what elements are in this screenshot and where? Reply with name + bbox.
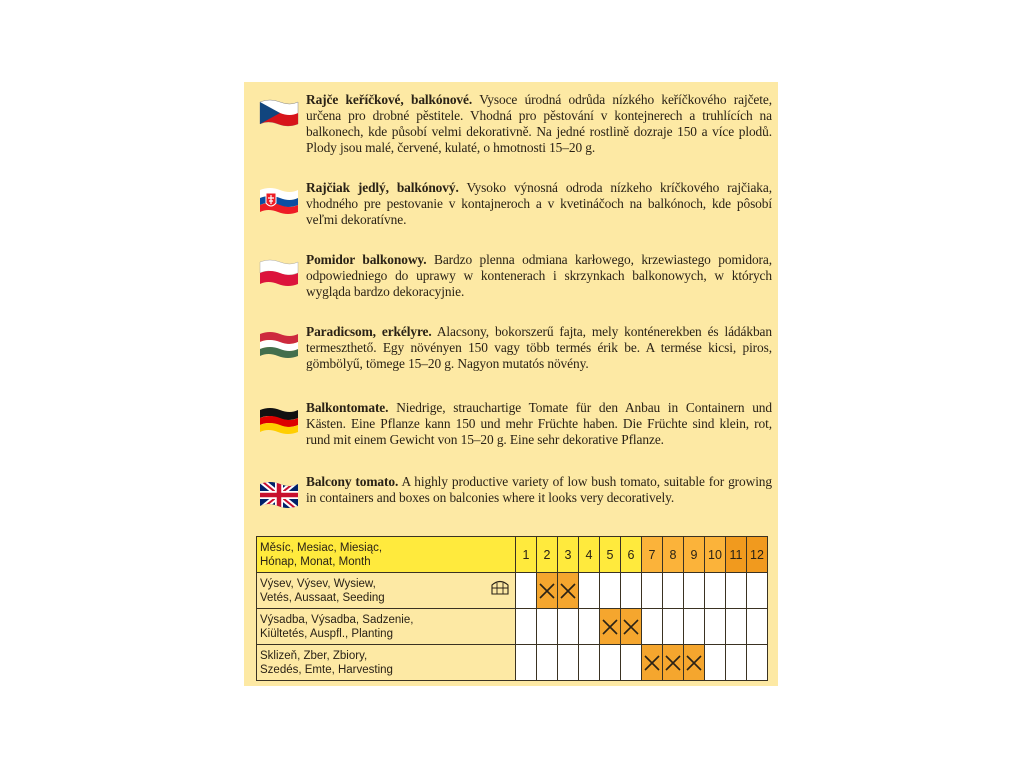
lang-title: Balkontomate. — [306, 400, 389, 415]
month-cell — [663, 609, 684, 645]
calendar-row-planting — [257, 609, 768, 645]
lang-title: Rajčiak jedlý, balkónový. — [306, 180, 459, 195]
hungarian-flag-icon — [258, 328, 300, 362]
polish-flag-icon — [258, 256, 300, 290]
lang-description: Niedrige, strauchartige Tomate für den Anbau in Containern und Kästen. Eine Pflanze kann 150 und mehr Früchte haben. Die Früchte sind klein, rot, rund mit einem Gewicht von 15–20 g. Eine sehr dekorative Pflanze. — [306, 400, 772, 447]
month-header: 3 — [558, 537, 579, 573]
month-cell-marked — [558, 573, 579, 609]
month-cell — [747, 645, 768, 681]
lang-title: Balcony tomato. — [306, 474, 399, 489]
month-cell — [705, 573, 726, 609]
greenhouse-icon — [491, 579, 509, 595]
lang-title: Pomidor balkonowy. — [306, 252, 427, 267]
seed-packet-back — [244, 82, 778, 686]
month-cell — [579, 609, 600, 645]
month-cell — [747, 573, 768, 609]
month-cell — [621, 573, 642, 609]
month-cell — [621, 645, 642, 681]
czech-flag-icon — [258, 96, 300, 130]
x-mark-icon — [537, 581, 557, 601]
calendar-header-row — [257, 537, 768, 573]
row-label: Výsev, Výsev, Wysiew, Vetés, Aussaat, Seeding — [257, 573, 516, 609]
lang-description: Vysoko výnosná odroda nízkeho kríčkového rajčiaka, vhodného pre pestovanie v kontajneroch a v kvetináčoch na balkónoch, kde pôsobí veľmi dekoratívne. — [306, 180, 772, 227]
month-header: 12 — [747, 537, 768, 573]
x-mark-icon — [600, 617, 620, 637]
slovak-flag-icon — [258, 184, 300, 218]
month-cell-marked — [537, 573, 558, 609]
month-cell-marked — [621, 609, 642, 645]
month-cell — [558, 645, 579, 681]
lang-block-english — [258, 474, 772, 506]
month-header: 6 — [621, 537, 642, 573]
lang-description: Vysoce úrodná odrůda nízkého keříčkového rajčete, určena pro drobné pěstitele. Vhodná pro pěstování v kontejnerech a truhlících na balkonech, kde působí velmi dekorativně. Na jedné rostlině dozraje 150 a více plodů. Plody jsou malé, červené, kulaté, o hmotnosti 15–20 g. — [306, 92, 772, 155]
month-cell — [726, 573, 747, 609]
month-cell — [516, 645, 537, 681]
lang-title: Paradicsom, erkélyre. — [306, 324, 432, 339]
month-header: 1 — [516, 537, 537, 573]
month-cell — [726, 645, 747, 681]
x-mark-icon — [684, 653, 704, 673]
lang-block-german — [258, 400, 772, 448]
month-cell — [579, 645, 600, 681]
month-cell — [516, 573, 537, 609]
month-cell — [579, 573, 600, 609]
month-header: 7 — [642, 537, 663, 573]
month-header: 5 — [600, 537, 621, 573]
lang-block-czech — [258, 92, 772, 156]
x-mark-icon — [642, 653, 662, 673]
calendar-header-label: Měsíc, Mesiac, Miesiąc, Hónap, Monat, Month — [257, 537, 516, 573]
sowing-calendar — [256, 536, 768, 681]
month-cell — [642, 609, 663, 645]
month-cell — [558, 609, 579, 645]
month-cell — [705, 645, 726, 681]
month-cell — [747, 609, 768, 645]
lang-title: Rajče keříčkové, balkónové. — [306, 92, 473, 107]
lang-block-hungarian — [258, 324, 772, 372]
month-cell — [726, 609, 747, 645]
lang-description: A highly productive variety of low bush tomato, suitable for growing in containers and boxes on balconies where it looks very decoratively. — [306, 474, 773, 505]
month-cell-marked — [600, 609, 621, 645]
month-cell — [600, 645, 621, 681]
calendar-row-seeding — [257, 573, 768, 609]
german-flag-icon — [258, 404, 300, 438]
month-header: 9 — [684, 537, 705, 573]
row-label: Výsadba, Výsadba, Sadzenie, Kiültetés, Auspfl., Planting — [257, 609, 516, 645]
month-cell-marked — [663, 645, 684, 681]
lang-description: Alacsony, bokorszerű fajta, mely konténerekben és ládákban termeszthető. Egy növényen 150 vagy több termés érik be. A termése kicsi, piros, gömbölyű, tömege 15–20 g. Nagyon mutatós növény. — [306, 324, 772, 371]
month-cell — [600, 573, 621, 609]
x-mark-icon — [663, 653, 683, 673]
calendar-row-harvesting — [257, 645, 768, 681]
lang-block-polish — [258, 252, 772, 300]
uk-flag-icon — [258, 478, 300, 512]
month-header: 10 — [705, 537, 726, 573]
month-header: 11 — [726, 537, 747, 573]
month-cell — [537, 609, 558, 645]
month-header: 4 — [579, 537, 600, 573]
month-cell-marked — [642, 645, 663, 681]
month-header: 2 — [537, 537, 558, 573]
row-label: Sklizeň, Zber, Zbiory, Szedés, Emte, Harvesting — [257, 645, 516, 681]
x-mark-icon — [558, 581, 578, 601]
month-cell — [684, 573, 705, 609]
month-cell — [537, 645, 558, 681]
x-mark-icon — [621, 617, 641, 637]
month-cell — [516, 609, 537, 645]
lang-description: Bardzo plenna odmiana karłowego, krzewiastego pomidora, odpowiedniego do uprawy w kontenerach i skrzynkach balkonowych, w których wygląda bardzo dekoracyjnie. — [306, 252, 773, 299]
month-cell — [684, 609, 705, 645]
month-cell-marked — [684, 645, 705, 681]
month-cell — [663, 573, 684, 609]
lang-block-slovak — [258, 180, 772, 228]
month-cell — [642, 573, 663, 609]
month-cell — [705, 609, 726, 645]
month-header: 8 — [663, 537, 684, 573]
